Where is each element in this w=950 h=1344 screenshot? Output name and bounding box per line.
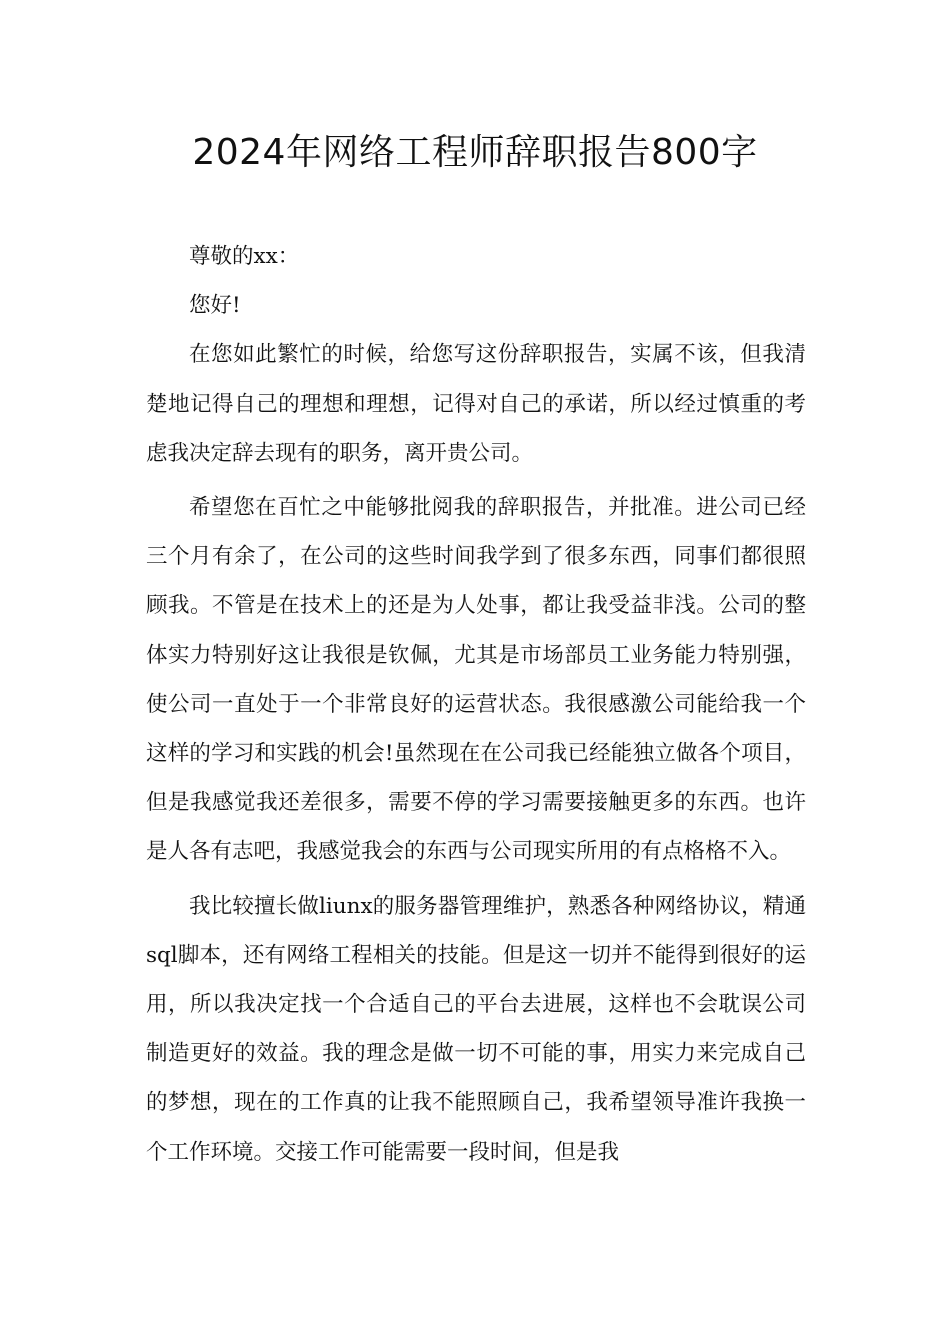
greeting: 您好!: [189, 293, 241, 319]
document-body: [146, 232, 806, 1177]
document-title: 2024年网络工程师辞职报告800字: [192, 132, 758, 173]
salutation: 尊敬的xx：: [189, 244, 300, 269]
body-paragraph-3: 我比较擅长做liunx的服务器管理维护，熟悉各种网络协议，精通sql脚本，还有网络工程相关的技能。但是这一切并不能得到很好的运用，所以我决定找一个合适自己的平台去进展，这样也不会耽误公司制造更好的效益。我的理念是做一切不可能的事，用实力来完成自己的梦想，现在的工作真的让我不能照顾自己，我希望领导准许我换一个工作环境。交接工作可能需要一段时间，但是我: [146, 893, 806, 1165]
body-paragraph-2: 希望您在百忙之中能够批阅我的辞职报告，并批准。进公司已经三个月有余了，在公司的这些时间我学到了很多东西，同事们都很照顾我。不管是在技术上的还是为人处事，都让我受益非浅。公司的整体实力特别好这让我很是钦佩，尤其是市场部员工业务能力特别强，使公司一直处于一个非常良好的运营状态。我很感激公司能给我一个这样的学习和实践的机会!虽然现在在公司我已经能独立做各个项目，但是我感觉我还差很多，需要不停的学习需要接触更多的东西。也许是人各有志吧，我感觉我会的东西与公司现实所用的有点格格不入。: [146, 495, 806, 865]
body-paragraph-1: 在您如此繁忙的时候，给您写这份辞职报告，实属不该，但我清楚地记得自己的理想和理想，记得对自己的承诺，所以经过慎重的考虑我决定辞去现有的职务，离开贵公司。: [146, 342, 806, 466]
